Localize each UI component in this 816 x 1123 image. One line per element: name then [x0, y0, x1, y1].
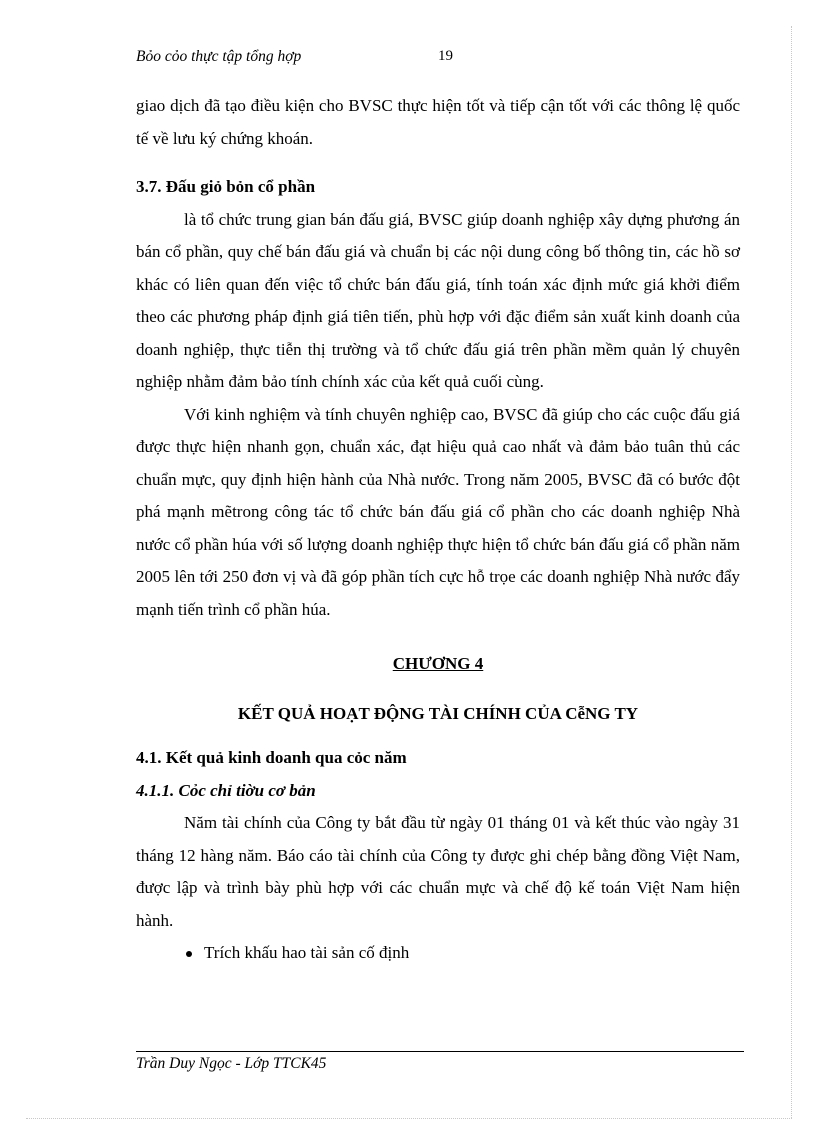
paragraph-3-7-a: là tổ chức trung gian bán đấu giá, BVSC giúp doanh nghiệp xây dựng phương án bán cổ phần, quy chế bán đấu giá và chuẩn bị các nội dung công bố thông tin, các hồ sơ khác có liên quan đến việc tổ chức bán đấu giá, tính toán xác định mức giá khởi điểm theo các phương pháp định giá tiên tiến, phù hợp với đặc điểm sản xuất kinh doanh của doanh nghiệp, thực tiễn thị trường và tổ chức đấu giá trên phần mềm quản lý chuyên nghiệp nhằm đảm bảo tính chính xác của kết quả cuối cùng.	[136, 209, 740, 391]
document-body	[136, 90, 740, 970]
page-number: 19	[438, 48, 453, 64]
section-heading-4-1: 4.1. Kết quả kinh doanh qua cỏc năm	[136, 748, 407, 767]
page-edge-right	[791, 26, 792, 1118]
header-title: Bỏo cỏo thực tập tổng hợp	[136, 48, 302, 65]
footer-divider	[136, 1051, 744, 1052]
bullet-text: Trích khấu hao tài sản cố định	[204, 943, 410, 962]
paragraph-4-1-1: Năm tài chính của Công ty bắt đầu từ ngày 01 tháng 01 và kết thúc vào ngày 31 tháng 12 hàng năm. Báo cáo tài chính của Công ty được ghi chép bằng đồng Việt Nam, được lập và trình bày phù hợp với các chuẩn mực và chế độ kế toán Việt Nam hiện hành.	[136, 813, 740, 930]
footer-author: Trần Duy Ngọc - Lớp TTCK45	[136, 1055, 327, 1072]
page-header	[136, 48, 696, 72]
page-edge-bottom	[26, 1118, 792, 1119]
bullet-dot-icon	[186, 951, 192, 957]
chapter-label: CHƯƠNG 4	[392, 654, 484, 673]
section-heading-3-7: 3.7. Đấu giỏ bỏn cổ phần	[136, 177, 316, 196]
bullet-item	[136, 937, 740, 970]
section-heading-4-1-1: 4.1.1. Cỏc chỉ tiờu cơ bản	[136, 780, 316, 800]
chapter-title: KẾT QUẢ HOẠT ĐỘNG TÀI CHÍNH CỦA CễNG TY	[237, 703, 639, 723]
paragraph-3-7-b: Với kinh nghiệm và tính chuyên nghiệp cao, BVSC đã giúp cho các cuộc đấu giá được thực hiện nhanh gọn, chuẩn xác, đạt hiệu quả cao nhất và đảm bảo tuân thủ các chuẩn mực, quy định hiện hành của Nhà nước. Trong năm 2005, BVSC đã có bước đột phá mạnh mẽtrong công tác tổ chức bán đấu giá cổ phần cho các doanh nghiệp Nhà nước cổ phần húa với số lượng doanh nghiệp thực hiện tổ chức bán đấu giá cổ phần năm 2005 lên tới 250 đơn vị và đã góp phần tích cực hỗ trọe các doanh nghiệp Nhà nước đẩy mạnh tiến trình cổ phần húa.	[136, 404, 740, 619]
paragraph-intro: giao dịch đã tạo điều kiện cho BVSC thực hiện tốt và tiếp cận tốt với các thông lệ quốc tế về lưu ký chứng khoán.	[136, 96, 740, 148]
